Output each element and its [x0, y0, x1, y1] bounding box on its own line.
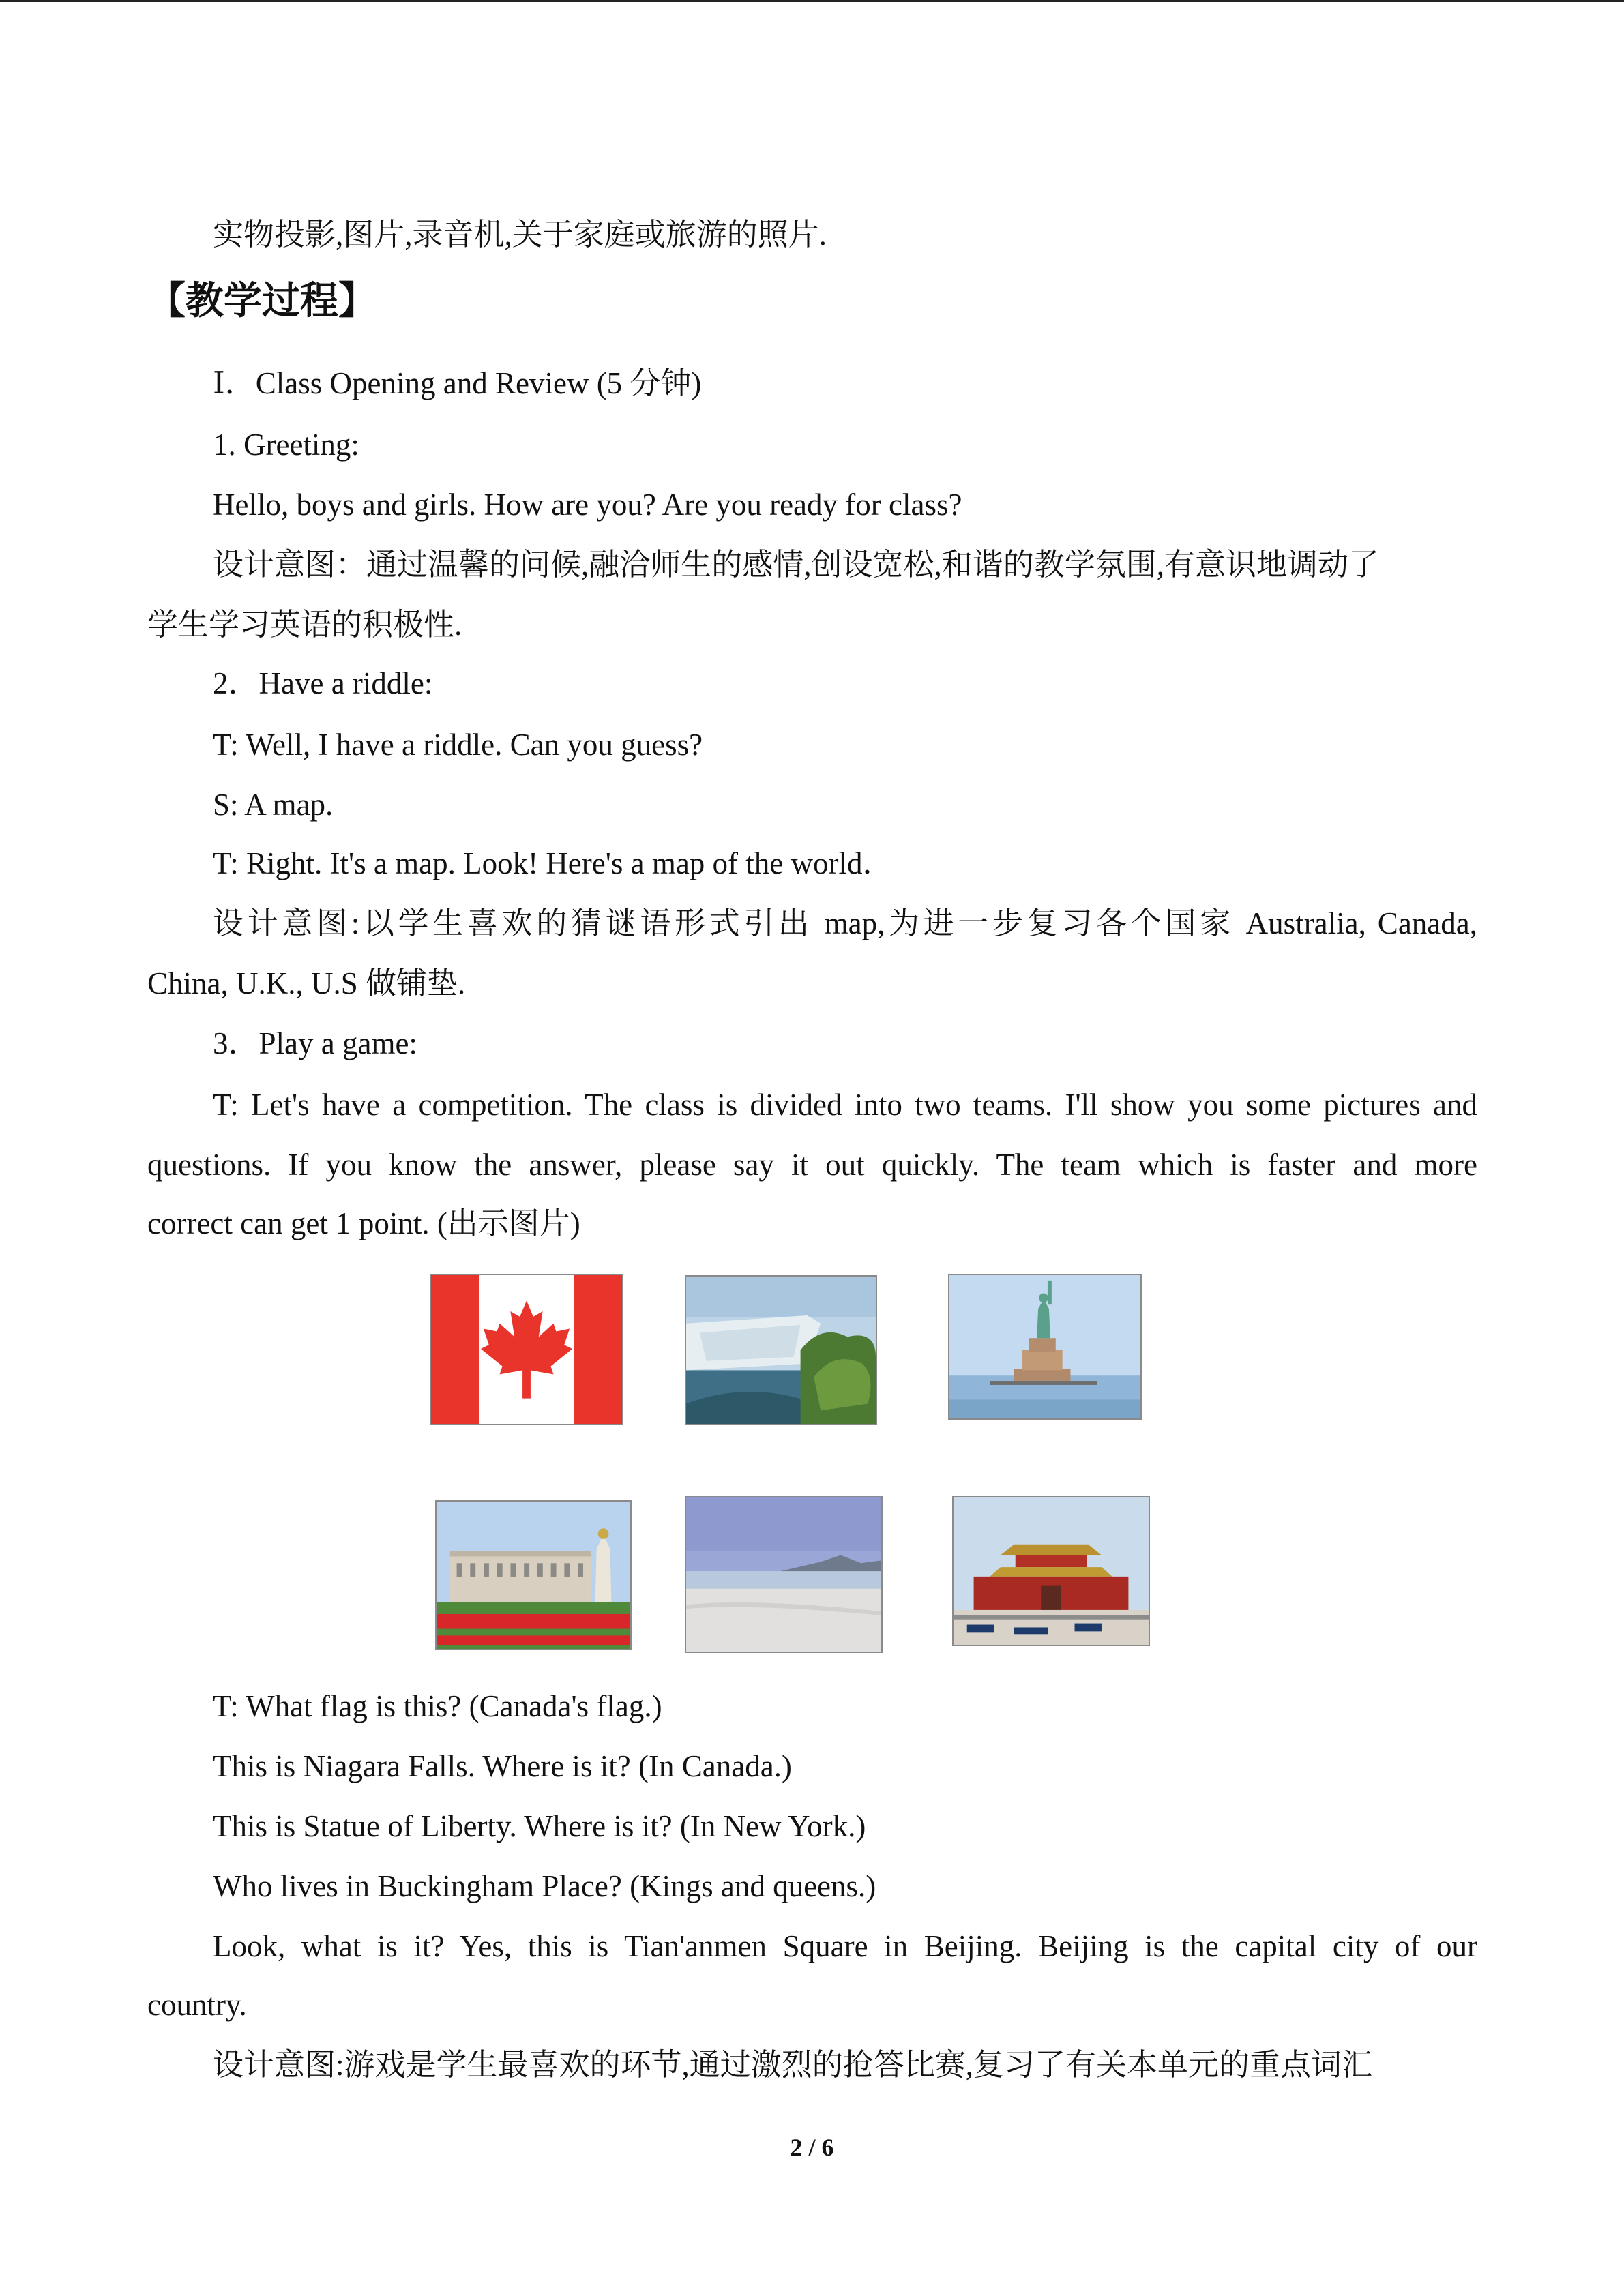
step2-student-line: S: A map.	[213, 788, 334, 822]
question-1: T: What flag is this? (Canada's flag.)	[213, 1689, 662, 1723]
step3-text-line2: questions. If you know the answer, please say it out quickly. The team which is faster and more	[147, 1148, 1477, 1182]
step1-intent-line1: 设计意图：通过温馨的问候,融洽师生的感情,创设宽松,和谐的教学氛围,有意识地调动了	[213, 548, 1380, 582]
step2-intent-line1: 设计意图:以学生喜欢的猜谜语形式引出 map,为进一步复习各个国家 Australia, Canada,	[213, 906, 1477, 940]
section-heading: 【教学过程】	[147, 279, 377, 323]
question-3: This is Statue of Liberty. Where is it? (In New York.)	[213, 1809, 866, 1843]
question-4: Who lives in Buckingham Place? (Kings and queens.)	[213, 1869, 876, 1903]
part1-title: Ⅰ．Class Opening and Review (5 分钟)	[213, 366, 702, 400]
step3-title: 3．Play a game:	[213, 1026, 417, 1060]
step1-greeting: Hello, boys and girls. How are you? Are you ready for class?	[213, 488, 962, 522]
step2-intent-line2: China, U.K., U.S 做铺垫.	[147, 966, 466, 1000]
step3-intent: 设计意图:游戏是学生最喜欢的环节,通过激烈的抢答比赛,复习了有关本单元的重点词汇	[213, 2048, 1373, 2082]
statue-of-liberty-image	[948, 1274, 1142, 1420]
step2-teacher-line2: T: Right. It's a map. Look! Here's a map of the world．	[213, 846, 894, 880]
buckingham-palace-image	[435, 1500, 632, 1650]
step1-intent-line2: 学生学习英语的积极性.	[147, 608, 462, 642]
step1-title: 1. Greeting:	[213, 428, 359, 462]
page-top-border	[0, 0, 1624, 2]
step2-teacher-line1: T: Well, I have a riddle. Can you guess?	[213, 728, 703, 762]
step3-text-line1: T: Let's have a competition. The class is divided into two teams. I'll show you some pictures and	[213, 1088, 1477, 1122]
step3-text-line3: correct can get 1 point. (出示图片)	[147, 1206, 580, 1240]
question-5-line2: country.	[147, 1988, 247, 2022]
tiananmen-square-image	[952, 1496, 1150, 1646]
question-2: This is Niagara Falls. Where is it? (In Canada.)	[213, 1749, 792, 1783]
step2-title: 2．Have a riddle:	[213, 666, 433, 700]
canada-flag-image	[430, 1274, 623, 1425]
page-number: 2 / 6	[790, 2134, 834, 2161]
niagara-falls-image	[685, 1275, 877, 1425]
beach-image	[685, 1496, 883, 1653]
question-5-line1: Look, what is it? Yes, this is Tian'anmen Square in Beijing. Beijing is the capital city of our	[213, 1929, 1477, 1963]
materials-line: 实物投影,图片,录音机,关于家庭或旅游的照片.	[213, 218, 827, 252]
